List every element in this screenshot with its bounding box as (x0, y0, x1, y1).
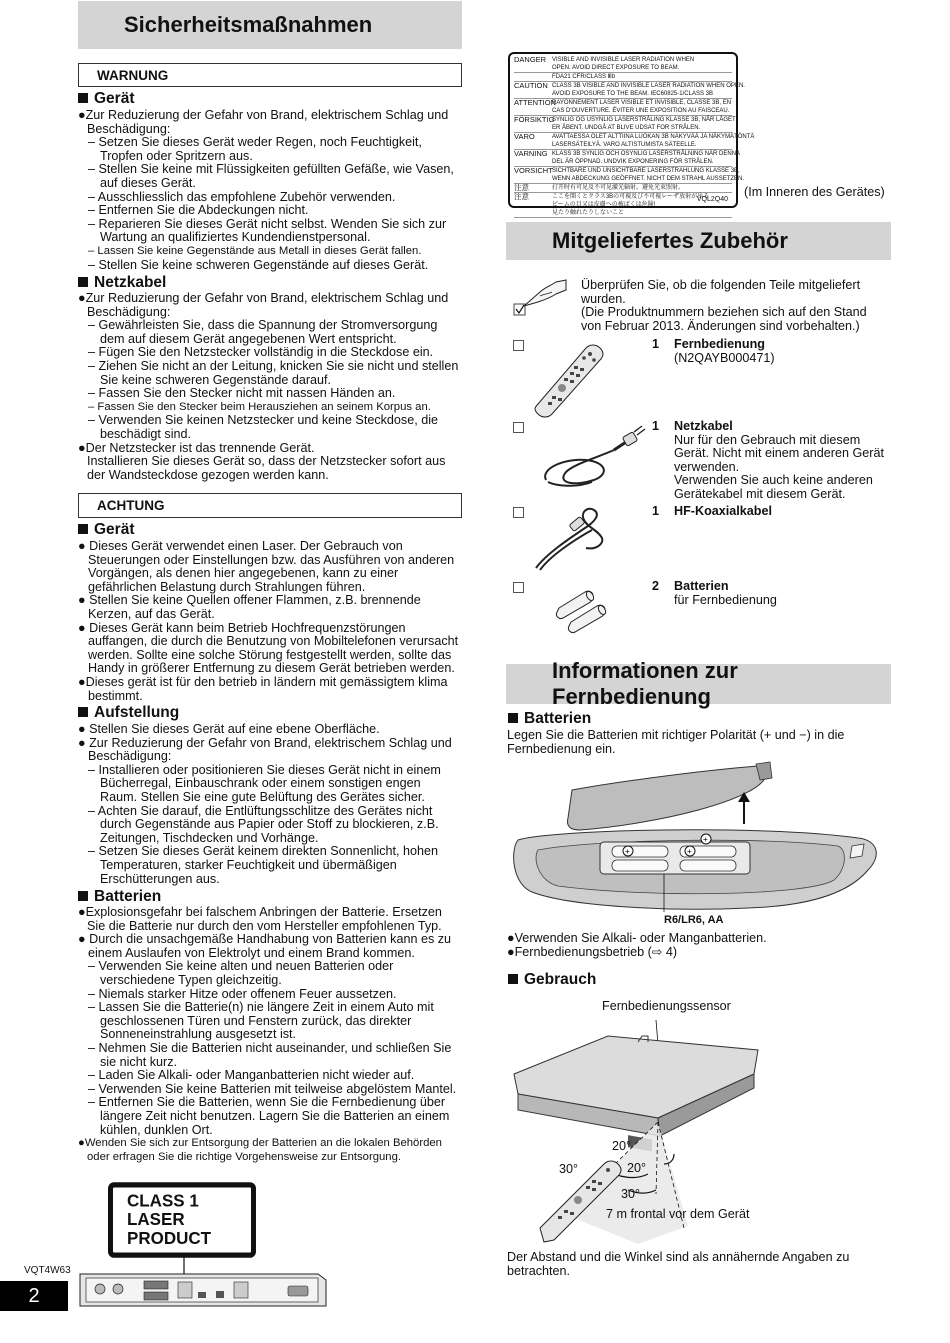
laser-warning-keyword: VARNING (514, 149, 548, 158)
laser-warning-text: CLASS 3B VISIBLE AND INVISIBLE LASER RADIATION WHEN OPEN. (552, 83, 745, 89)
laser-warning-row (514, 56, 732, 73)
warnung-heading: WARNUNG (97, 67, 169, 83)
laser-warning-text: AVATTAESSA OLET ALTTIINA LUOKAN 3B NÄKYVÄÄ JA NÄKYMÄTÖNTÄ (552, 134, 755, 140)
achtung-heading: ACHTUNG (97, 498, 165, 513)
batteries-illustration (555, 586, 615, 630)
angle-20-top: 20° (612, 1139, 632, 1153)
achtung-geraet-text: ● Dieses Gerät verwendet einen Laser. Der Gebrauch von Steuerungen oder Einstellungen bzw. das Ausführen von anderen Vorgängen, als denen hier angegebenen, kann zu einer gefährlichen Belastung durch Strahlungen führen. ● Stellen Sie keine Quellen offener Flammen, z.B. brennende Kerzen, auf das Gerät. ● Dieses Gerät kann beim Betrieb Hochfrequenzstörungen auffangen, die durch die Benutzung von Mobiltelefonen verursacht werden. Sollte eine solche Störung festgestellt werden, sollte das Handy in größerer Entfernung zu diesem Gerät betrieben werden. ●Dieses gerät ist für den betrieb in ländern mit gemässigtem klima bestimmt. (78, 539, 459, 703)
checklist-hand-icon (510, 278, 570, 320)
page-number: 2 (28, 1284, 40, 1307)
laser-warning-keyword: ATTENTION (514, 98, 556, 107)
batterien-safety-text: ●Explosionsgefahr bei falschem Anbringen der Batterie. Ersetzen Sie die Batterie nur durch den vom Hersteller empfohlenen Typ. ● Durch die unsachgemäße Handhabung von Batterien kann es zu einem Auslaufen von Elektrolyt und einem Brand kommen. – Verwenden Sie keine alten und neuen Batterien oder verschiedene Typen gleichzeitig. – Niemals starker Hitze oder offenem Feuer aussetzen. – Lassen Sie die Batterie(n) nie längere Zeit in einem Auto mit geschlossenen Türen und Fenstern zurück, das direkter Sonneneinstrahlung ausgesetzt ist. – Nehmen Sie die Batterien nicht auseinander, und schließen Sie sie nicht kurz. – Laden Sie Alkali- oder Manganbatterien nicht wieder auf. – Verwenden Sie keine Batterien mit teilweise abgelöstem Mantel. – Entfernen Sie die Batterien, wenn Sie die Fernbedienung über längere Zeit nicht benutzen. Lagern Sie die Batterien an einem kühlen, dunklen Ort. ●Wenden Sie sich zur Entsorgung der Batterien an die lokalen Behörden oder erfragen Sie die richtige Vorgehensweise zur Entsorgung. (78, 905, 457, 1163)
laser-warning-row (514, 115, 736, 133)
laser-warning-text: CAS D'OUVERTURE. ÉVITER UNE EXPOSITION AU FAISCEAU. (552, 108, 730, 114)
laser-warning-keyword (514, 73, 552, 81)
item-fernbedienung: 1 Fernbedienung (N2QAYB000471) (652, 337, 775, 365)
aufstellung-text: ● Stellen Sie dieses Gerät auf eine ebene Oberfläche. ● Zur Reduzierung der Gefahr von Brand, elektrischem Schlag und Beschädigung: – Installieren oder positionieren Sie dieses Gerät nicht in einem Bücherregal, Einbauschrank oder einem sonstigen engen Raum. Stellen Sie eine gute Belüftung des Gerätes sicher. – Achten Sie darauf, die Entlüftungsschlitze des Gerätes nicht durch Gegenstände aus Papier oder Stoff zu blockieren, z.B. Zeitungen, Tischdecken und Vorhänge. – Setzen Sie dieses Gerät keinem direkten Sonnenlicht, hohen Temperaturen, starker Feuchtigkeit und übermäßigen Erschütterungen aus. (78, 722, 452, 886)
batterien-instructions: Legen Sie die Batterien mit richtiger Polarität (+ und −) in die Fernbedienung ein. (507, 728, 845, 756)
laser-warning-keyword: VORSICHT (514, 166, 553, 175)
laser-warning-text: WENN ABDECKUNG GEÖFFNET. NICHT DEM STRAHL AUSSETZEN. (552, 176, 745, 182)
inside-device-note: (Im Inneren des Gerätes) (744, 185, 885, 199)
item-netzkabel: 1 Netzkabel Nur für den Gebrauch mit diesem Gerät. Nicht mit einem anderen Gerät verwenden. Verwenden Sie auch keine anderen Gerätekabel mit diesem Gerät. (652, 419, 884, 501)
laser-warning-row (514, 81, 745, 99)
laser-warning-row (514, 184, 732, 193)
item-hf-koaxialkabel: 1 HF-Koaxialkabel (652, 504, 772, 518)
laser-warning-text: VISIBLE AND INVISIBLE LASER RADIATION WHEN (552, 57, 695, 63)
page-title-banner (78, 1, 462, 49)
laser-warning-keyword: DANGER (514, 55, 547, 64)
laser-warning-keyword: VARO (514, 132, 535, 141)
laser-warning-text: ここを開くとクラス3Bの可視及び不可視レーザ放射が出る (552, 194, 710, 200)
power-cable-illustration (536, 424, 646, 490)
laser-warning-label (508, 52, 755, 216)
laser-warning-text: OPEN. AVOID DIRECT EXPOSURE TO BEAM. (552, 65, 680, 71)
batterien-safety-heading: Batterien (78, 888, 161, 906)
laser-warning-row (514, 132, 755, 150)
gebrauch-heading: Gebrauch (508, 971, 596, 989)
laser-warning-rows (514, 55, 755, 218)
distance-note: Der Abstand und die Winkel sind als annähernde Angaben zu betrachten. (507, 1250, 850, 1278)
batterien-heading: Batterien (508, 710, 591, 728)
netzkabel-text: ●Zur Reduzierung der Gefahr von Brand, elektrischem Schlag und Beschädigung: – Gewährleisten Sie, dass die Spannung der Stromversorgung dem auf diesem Gerät angegebenen Wert entspricht. – Fügen Sie den Netzstecker vollständig in die Steckdose ein. – Ziehen Sie nicht an der Leitung, knicken Sie sie nicht und stellen Sie keine schweren Gegenstände darauf. – Fassen Sie den Stecker nicht mit nassen Händen an. – Fassen Sie den Stecker beim Herausziehen an seinem Korpus an. – Verwenden Sie keinen Netzstecker und keine Steckdose, die beschädigt sind. ●Der Netzstecker ist das trennende Gerät. Installieren Sie dieses Gerät so, dass der Netzstecker sofort aus der Wandsteckdose gezogen werden kann. (78, 291, 459, 482)
laser-label-code: VQL2Q40 (696, 196, 728, 203)
batterien-bullets: ●Verwenden Sie Alkali- oder Manganbatterien. ●Fernbedienungsbetrieb (⇨ 4) (507, 931, 767, 959)
fernbedienung-title: Informationen zur Fernbedienung (552, 658, 738, 709)
laser-warning-text: 打开时有可见及不可见激光辐射。避免光束照射。 (552, 185, 685, 191)
laser-warning-row (514, 149, 741, 167)
angle-30-bottom: 30° (621, 1187, 641, 1201)
class1-laser-label (108, 1182, 256, 1258)
doc-code: VQT4W63 (24, 1265, 71, 1276)
checkbox-hf-koaxialkabel[interactable] (513, 507, 524, 518)
laser-warning-text: RAYONNEMENT LASER VISIBLE ET INVISIBLE, CLASSE 3B, EN (552, 100, 732, 106)
fernbedienung-title-banner (506, 658, 891, 709)
svg-text:+: + (703, 835, 708, 844)
battery-insertion-illustration (508, 760, 888, 920)
laser-warning-row (514, 166, 745, 184)
achtung-heading-box (78, 493, 462, 518)
laser-warning-text: AVOID EXPOSURE TO THE BEAM. IEC60825-1/CLASS 3B (552, 91, 713, 97)
laser-warning-text: SYNLIG OG USYNLIG LASERSTRÅLING KLASSE 3B, NÅR LÅGET (552, 117, 736, 123)
zubehoer-title: Mitgeliefertes Zubehör (552, 228, 788, 253)
laser-warning-text: SICHTBARE UND UNSICHTBARE LASERSTRAHLUNG KLASSE 3B, (552, 168, 740, 174)
checkbox-fernbedienung[interactable] (513, 340, 524, 351)
laser-warning-text: KLASS 3B SYNLIG OCH OSYNLIG LASERSTRÅLNING NÄR DENNA (552, 151, 741, 157)
item-batterien: 2 Batterien für Fernbedienung (652, 579, 777, 607)
svg-text:+: + (687, 847, 692, 856)
laser-warning-keyword: CAUTION (514, 81, 548, 90)
distance-label: 7 m frontal vor dem Gerät (606, 1207, 750, 1221)
laser-warning-keyword: 注意 (514, 183, 529, 192)
laser-warning-text: ビームの目又は皮膚への被ばくは危険! (552, 202, 656, 208)
laser-warning-row (514, 99, 732, 116)
zubehoer-title-banner (506, 222, 891, 260)
netzkabel-heading: Netzkabel (78, 274, 166, 292)
zubehoer-intro: Überprüfen Sie, ob die folgenden Teile mitgeliefert wurden. (Die Produktnummern beziehen sich auf den Stand von Februar 2013. Änderungen sind vorbehalten.) (581, 278, 867, 333)
sensor-label: Fernbedienungssensor (602, 999, 731, 1013)
coax-cable-illustration (530, 504, 610, 574)
laser-warning-text: FDA21 CFR/CLASS Ⅲb (552, 74, 616, 80)
class1-label-line2: LASER PRODUCT (127, 1209, 212, 1249)
checkbox-netzkabel[interactable] (513, 422, 524, 433)
remote-control-illustration (530, 342, 610, 420)
laser-warning-text: ER ÅBENT. UNDGÅ AT BLIVE UDSAT FOR STRÅLEN. (552, 125, 701, 131)
warnung-geraet-text: ●Zur Reduzierung der Gefahr von Brand, elektrischem Schlag und Beschädigung: – Setzen Sie dieses Gerät weder Regen, noch Feuchtigkeit, Tropfen oder Spritzern aus. – Stellen Sie keine mit Flüssigkeiten gefüllten Gefäße, wie Vasen, auf dieses Gerät. – Ausschliesslich das empfohlene Zubehör verwenden. – Entfernen Sie die Abdeckungen nicht. – Reparieren Sie dieses Gerät nicht selbst. Wenden Sie sich zur Wartung an qualifiziertes Kundendienstpersonal. – Lassen Sie keine Gegenstände aus Metall in dieses Gerät fallen. – Stellen Sie keine schweren Gegenstände auf dieses Gerät. (78, 108, 454, 272)
battery-type-label: R6/LR6, AA (664, 914, 724, 926)
warnung-heading-box (78, 63, 462, 87)
laser-warning-text: DEL ÄR ÖPPNAD. UNDVIK EXPONERING FÖR STRÅLEN. (552, 159, 714, 165)
laser-warning-text: LASERSÄTEILYÄ. VARO ALTISTUMISTA SÄTEELLE. (552, 142, 697, 148)
angle-30-left: 30° (559, 1162, 579, 1176)
laser-warning-text: 見たり触れたりしないこと (552, 210, 625, 216)
laser-warning-keyword: FÖRSIKTIG (514, 115, 555, 124)
class1-label-line1: CLASS 1 (127, 1190, 199, 1211)
achtung-geraet-heading: Gerät (78, 521, 135, 539)
warnung-geraet-heading: Gerät (78, 90, 135, 108)
aufstellung-heading: Aufstellung (78, 704, 179, 722)
page-number-box (0, 1281, 68, 1311)
page-title: Sicherheitsmaßnahmen (124, 12, 373, 37)
checkbox-batterien[interactable] (513, 582, 524, 593)
rear-panel-illustration (78, 1256, 330, 1316)
angle-20-right: 20° (627, 1161, 647, 1175)
svg-text:+: + (625, 847, 630, 856)
laser-warning-keyword: 注意 (514, 192, 529, 201)
